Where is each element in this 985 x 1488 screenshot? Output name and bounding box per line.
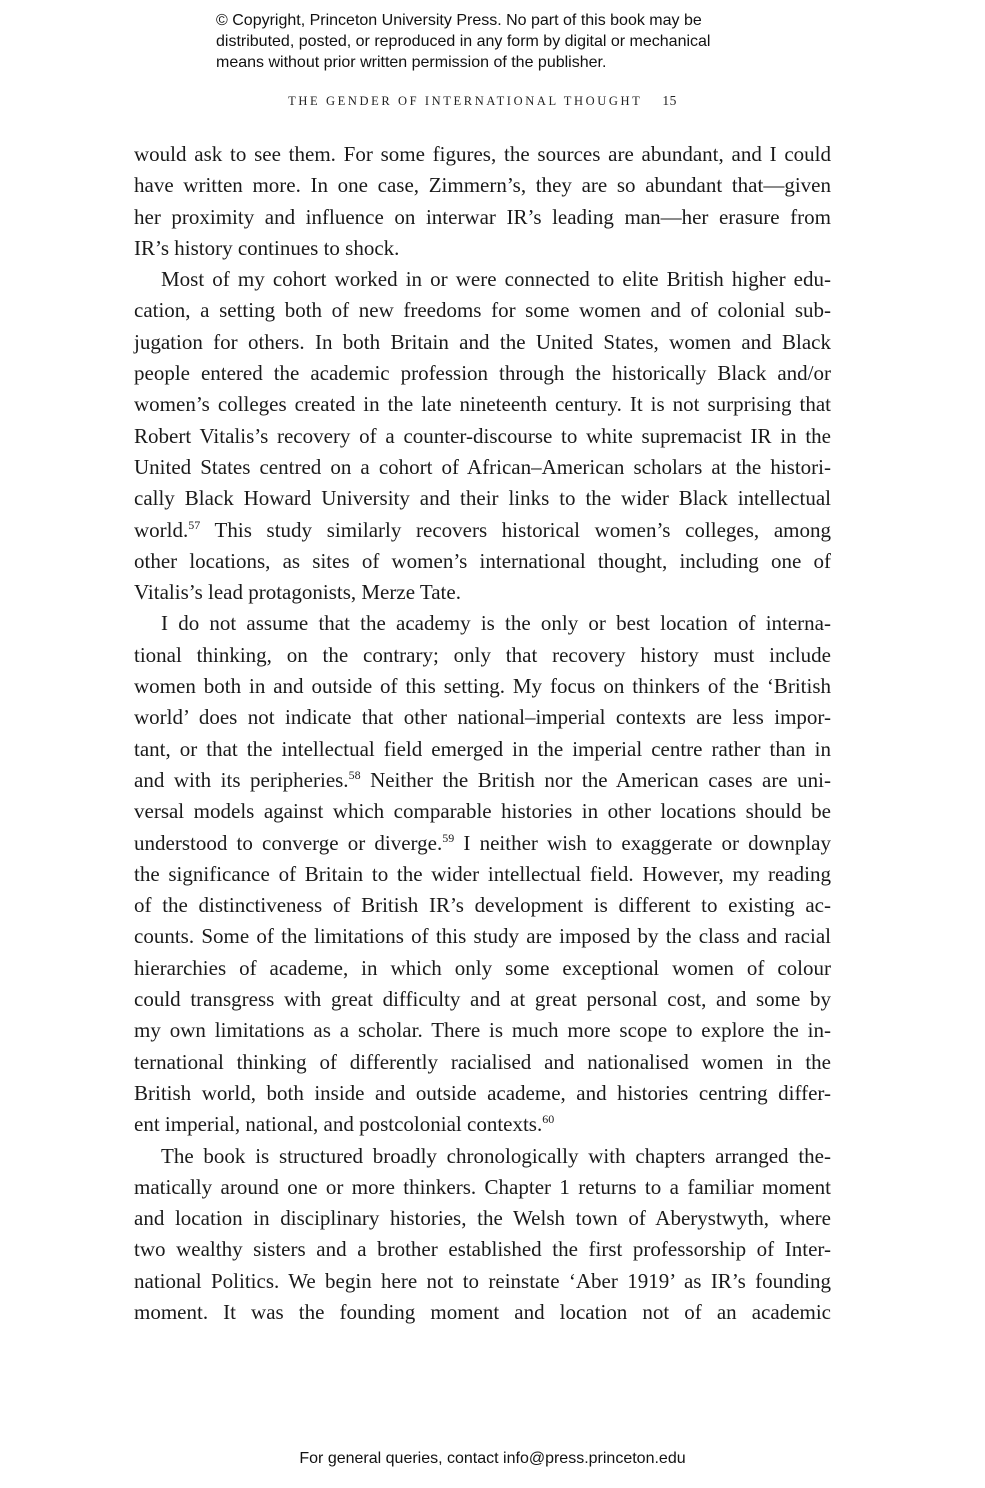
text-line: could transgress with great difficulty and at great personal cost, and some by [134,987,831,1012]
body-text [134,139,831,1328]
text-line: Robert Vitalis’s recovery of a counter-discourse to white supremacist IR in the [134,423,831,448]
text-line: matically around one or more thinkers. Chapter 1 returns to a familiar moment [134,1174,831,1199]
text-line [134,765,831,796]
footer-contact: For general queries, contact info@press.princeton.edu [299,1450,686,1467]
paragraph-3 [134,608,831,1140]
running-head-title: THE GENDER OF INTERNATIONAL THOUGHT [288,94,643,108]
text-line: women both in and outside of this setting. My focus on thinkers of the ‘British [134,674,831,699]
text-line: of the distinctiveness of British IR’s development is different to existing ac- [134,893,831,918]
text-line: people entered the academic profession through the historically Black and/or [134,361,831,386]
text-line: IR’s history continues to shock. [134,235,400,260]
text-line: her proximity and influence on interwar IR’s leading man—her erasure from [134,204,831,229]
text-line: I do not assume that the academy is the only or best location of interna- [161,611,831,636]
text-line: world’ does not indicate that other national–imperial contexts are less impor- [134,705,831,730]
text-fragment: understood to converge or diverge. [134,830,443,855]
running-head [134,93,831,109]
text-line: jugation for others. In both Britain and the United States, women and Black [134,329,831,354]
footnote-marker-58[interactable]: 58 [348,767,361,782]
text-line: counts. Some of the limitations of this study are imposed by the class and racial [134,924,831,949]
copyright-line: means without prior written permission of the publisher. [216,54,607,71]
text-line: the significance of Britain to the wider intellectual field. However, my reading [134,861,831,886]
copyright-line: distributed, posted, or reproduced in any form by digital or mechanical [216,33,711,50]
text-line: and location in disciplinary histories, the Welsh town of Aberystwyth, where [134,1206,831,1231]
text-line: versal models against which comparable histories in other locations should be [134,799,831,824]
text-line: have written more. In one case, Zimmern’s, they are so abundant that—given [134,173,831,198]
page-number: 15 [662,93,677,108]
text-line: moment. It was the founding moment and location not of an academic [134,1299,831,1324]
copyright-line: © Copyright, Princeton University Press. No part of this book may be [216,12,702,29]
text-fragment: ent imperial, national, and postcolonial contexts. [134,1112,543,1137]
text-line: would ask to see them. For some figures, the sources are abundant, and I could [134,142,831,166]
text-line: cally Black Howard University and their links to the wider Black intellectual [134,486,831,511]
text-line: tional thinking, on the contrary; only that recovery history must include [134,642,831,667]
text-line: United States centred on a cohort of African–American scholars at the histori- [134,454,831,479]
text-fragment: This study similarly recovers historical women’s colleges, among [200,517,831,542]
copyright-notice [216,10,816,73]
text-line: women’s colleges created in the late nineteenth century. It is not surprising that [134,392,831,417]
text-line: British world, both inside and outside academe, and histories centring differ- [134,1080,831,1105]
text-line: other locations, as sites of women’s international thought, including one of [134,548,831,573]
text-line [134,515,831,546]
paragraph-1 [134,139,831,264]
text-line: my own limitations as a scholar. There is much more scope to explore the in- [134,1018,831,1043]
text-line: Most of my cohort worked in or were connected to elite British higher edu- [161,267,831,292]
text-line: The book is structured broadly chronologically with chapters arranged the- [161,1143,831,1168]
text-fragment: Neither the British nor the American cases are uni- [360,767,831,792]
footnote-marker-57[interactable]: 57 [188,517,201,532]
text-line: Vitalis’s lead protagonists, Merze Tate. [134,580,461,605]
footnote-marker-60[interactable]: 60 [542,1112,555,1127]
text-line: cation, a setting both of new freedoms for some women and of colonial sub- [134,298,831,323]
text-line: hierarchies of academe, in which only some exceptional women of colour [134,955,831,980]
text-fragment: and with its peripheries. [134,767,349,792]
text-fragment: I neither wish to exaggerate or downplay [454,830,831,855]
paragraph-2 [134,264,831,608]
text-fragment: world. [134,517,189,542]
footnote-marker-59[interactable]: 59 [442,830,455,845]
paragraph-4 [134,1141,831,1329]
text-line: tant, or that the intellectual field emerged in the imperial centre rather than in [134,736,831,761]
text-line [134,1109,831,1140]
text-line: two wealthy sisters and a brother established the first professorship of Inter- [134,1237,831,1262]
text-line: ternational thinking of differently racialised and nationalised women in the [134,1049,831,1074]
text-line: national Politics. We begin here not to reinstate ‘Aber 1919’ as IR’s founding [134,1268,831,1293]
text-line [134,828,831,859]
